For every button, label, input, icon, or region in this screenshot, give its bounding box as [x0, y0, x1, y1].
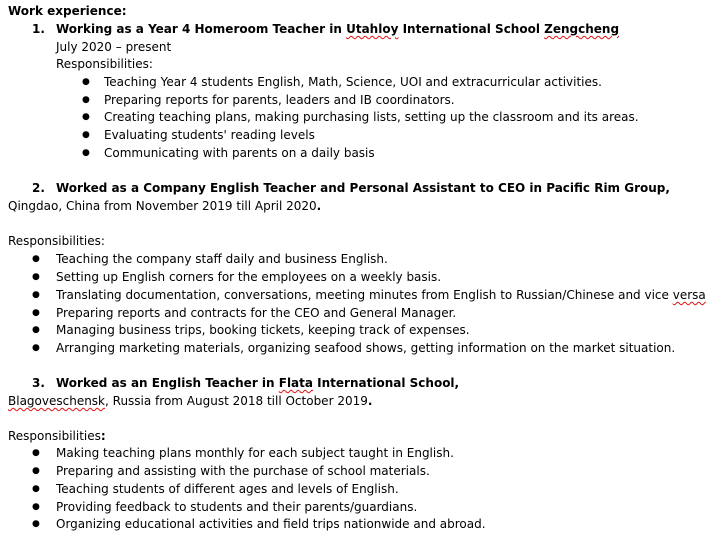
job-2-responsibilities-label: Responsibilities:: [8, 234, 105, 248]
bullet-icon: ●: [32, 484, 40, 494]
bullet-icon: ●: [82, 95, 90, 105]
job-2-item-text: Translating documentation, conversations, meeting minutes from English to Russian/Chinese and vice: [56, 288, 673, 302]
job-1-item: Creating teaching plans, making purchasing lists, setting up the classroom and its areas.: [104, 110, 639, 124]
job-2-title-text: Worked as a Company English Teacher and Personal Assistant to CEO in Pacific Rim Group,: [56, 181, 670, 195]
job-1-item: Teaching Year 4 students English, Math, Science, UOI and extracurricular activities.: [104, 75, 602, 89]
job-3-item: Preparing and assisting with the purchase of school materials.: [56, 464, 430, 478]
job-1-school-name: Utahloy: [346, 22, 399, 36]
job-2-location: [8, 198, 321, 216]
job-2-number: 2.: [32, 181, 45, 195]
job-2-title: [32, 180, 670, 198]
job-3-responsibilities-label: [8, 428, 106, 446]
job-1-responsibilities-label: Responsibilities:: [56, 57, 153, 71]
bullet-icon: ●: [32, 254, 40, 264]
job-3-location-text: , Russia from August 2018 till October 2019: [105, 394, 368, 408]
job-3-title: [32, 375, 459, 393]
job-3-resp-colon: :: [100, 429, 106, 443]
bullet-icon: ●: [32, 343, 40, 353]
bullet-icon: ●: [32, 325, 40, 335]
job-2-item: Teaching the company staff daily and business English.: [56, 252, 388, 266]
job-2-item: Arranging marketing materials, organizing seafood shows, getting information on the market situation.: [56, 341, 676, 355]
job-1-item: Preparing reports for parents, leaders and IB coordinators.: [104, 93, 455, 107]
bullet-icon: ●: [32, 448, 40, 458]
job-3-school-name: Flata: [278, 376, 313, 390]
job-1-period: July 2020 – present: [56, 40, 172, 54]
bullet-icon: ●: [82, 130, 90, 140]
bullet-icon: ●: [82, 112, 90, 122]
job-2-item-tail: versa: [672, 288, 706, 302]
job-1-title: [32, 21, 619, 39]
bullet-icon: ●: [82, 77, 90, 87]
job-3-location-end: .: [367, 394, 373, 408]
job-1-title-prefix: Working as a Year 4 Homeroom Teacher in: [56, 22, 347, 36]
job-3-item: Making teaching plans monthly for each subject taught in English.: [56, 446, 454, 460]
job-2-item: Managing business trips, booking tickets, keeping track of expenses.: [56, 323, 470, 337]
job-3-number: 3.: [32, 376, 45, 390]
bullet-icon: ●: [32, 519, 40, 529]
job-3-resp-text: Responsibilities: [8, 429, 101, 443]
job-2-item: [56, 287, 706, 305]
job-1-item: Evaluating students' reading levels: [104, 128, 315, 142]
job-3-location: [8, 393, 372, 411]
job-3-title-prefix: Worked as an English Teacher in: [56, 376, 279, 390]
bullet-icon: ●: [32, 308, 40, 318]
job-2-item: Preparing reports and contracts for the CEO and General Manager.: [56, 306, 457, 320]
job-1-city: Zengcheng: [544, 22, 620, 36]
bullet-icon: ●: [32, 290, 40, 300]
bullet-icon: ●: [82, 148, 90, 158]
bullet-icon: ●: [32, 502, 40, 512]
job-2-location-end: .: [316, 199, 322, 213]
job-3-city: Blagoveschensk: [8, 394, 106, 408]
bullet-icon: ●: [32, 466, 40, 476]
job-3-item: Teaching students of different ages and levels of English.: [56, 482, 399, 496]
job-3-item: Providing feedback to students and their parents/guardians.: [56, 500, 418, 514]
job-3-title-suffix: International School,: [313, 376, 460, 390]
job-2-location-text: Qingdao, China from November 2019 till April 2020: [8, 199, 317, 213]
job-2-item: Setting up English corners for the employees on a weekly basis.: [56, 270, 442, 284]
bullet-icon: ●: [32, 272, 40, 282]
section-heading: Work experience:: [8, 4, 127, 18]
job-1-item: Communicating with parents on a daily basis: [104, 146, 375, 160]
job-3-item: Organizing educational activities and field trips nationwide and abroad.: [56, 517, 486, 531]
job-1-title-mid: International School: [398, 22, 545, 36]
job-1-number: 1.: [32, 22, 45, 36]
